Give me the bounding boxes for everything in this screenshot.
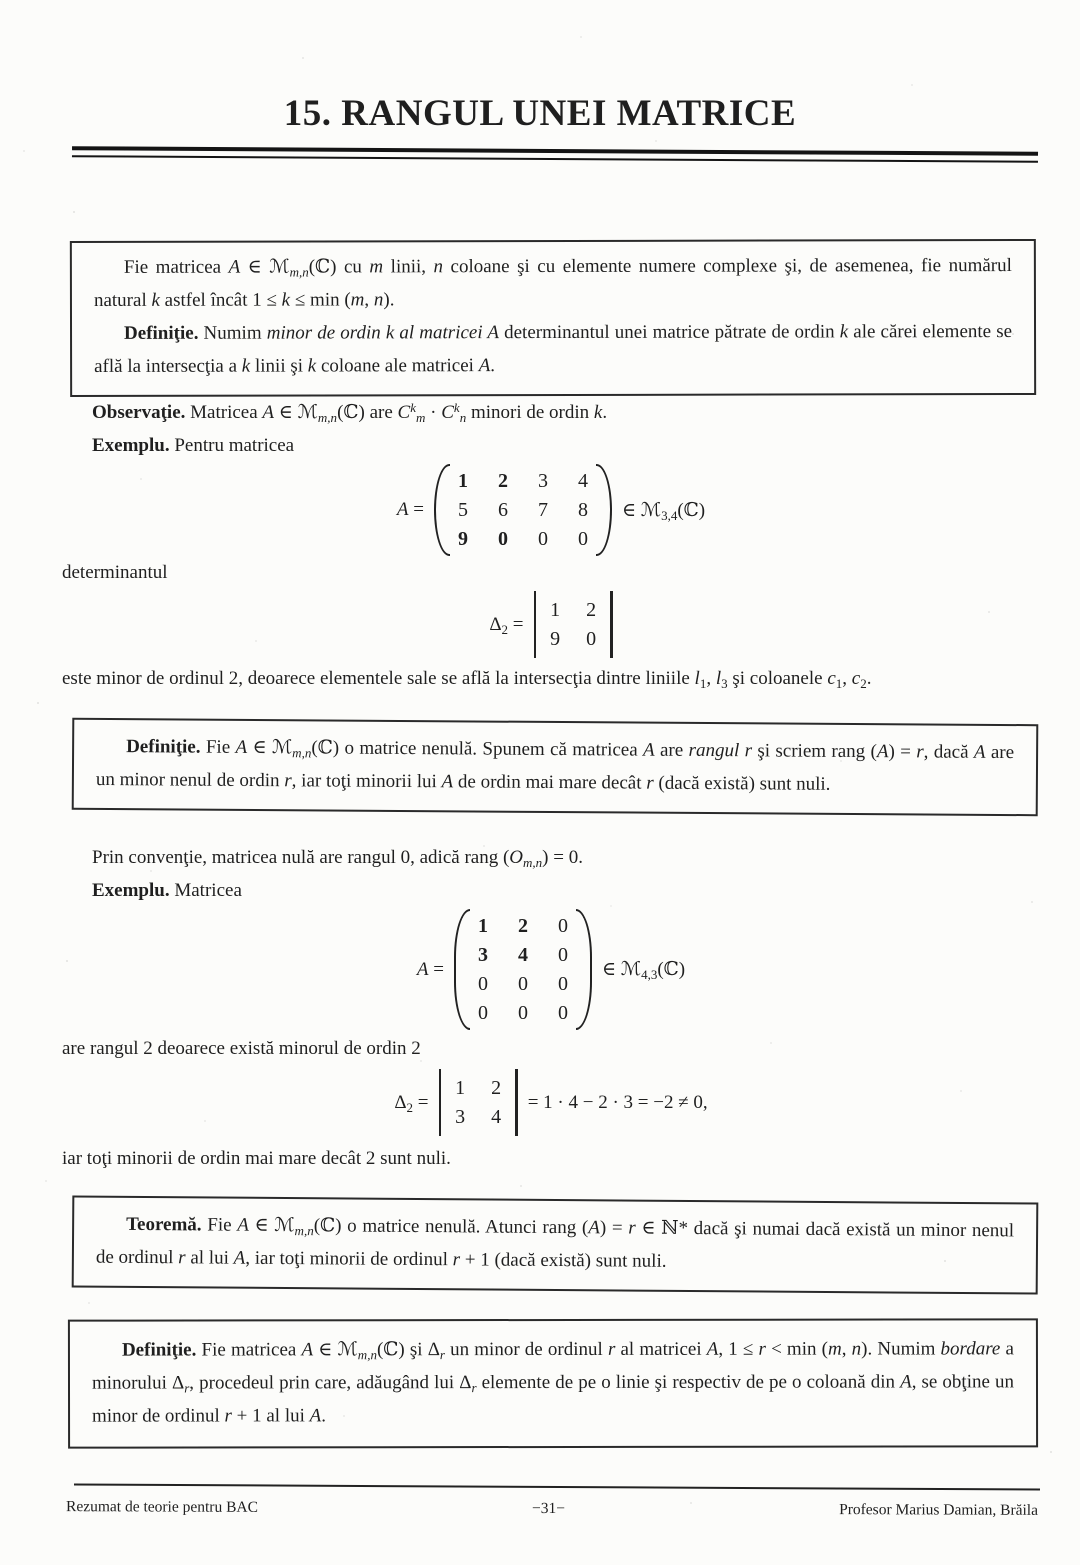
- determinant2-equation: [62, 1069, 1040, 1136]
- det-cell: 1: [550, 599, 561, 621]
- det-cell: 4: [491, 1106, 502, 1128]
- matrix-cell: 0: [557, 1002, 568, 1024]
- matrix-cell: 0: [577, 528, 588, 550]
- determinant2-result: = 1 · 4 − 2 · 3 = −2 ≠ 0,: [527, 1091, 708, 1113]
- matrix-cell: 8: [577, 499, 588, 521]
- matrix1-entries: [448, 464, 598, 556]
- matrix2-entries: [468, 909, 578, 1030]
- matrix2-equation: [62, 909, 1040, 1030]
- definition-minor-text: Definiţie. Numim minor de ordin k al matricei A determinantul unei matrice pătrate de ordin k ale cărei elemente se află la intersecţia a k linii şi k coloane ale matricei A.: [94, 321, 1013, 377]
- matrix-cell: 2: [517, 915, 528, 937]
- definition-bordare-text: Definiţie. Fie matricea A ∈ ℳ$_{m,n}$(ℂ) şi $\Delta_r$ un minor de ordinul r al matricei A, 1 ≤ r < min (m, n). Numim bordare a minorului $\Delta_r$, procedeul prin care, adăugând lui $\Delta_r$ elemente de pe o linie şi respectiv de pe o coloană din A, se obţine un minor de ordinul r + 1 al lui A.: [91, 1338, 1014, 1427]
- matrix-cell: 6: [497, 499, 508, 521]
- matrix-cell: 0: [557, 915, 568, 937]
- minor-note-text: este minor de ordinul 2, deoarece elementele sale se află la intersecţia dintre liniile $l_1$, $l_3$ şi coloanele $c_1$, $c_2$.: [62, 668, 872, 691]
- higher-minors-text: iar toţi minorii de ordin mai mare decât 2 sunt nuli.: [62, 1148, 451, 1169]
- matrix-cell: 0: [557, 973, 568, 995]
- det-cell: 3: [455, 1106, 466, 1128]
- matrix-cell: 0: [477, 1002, 488, 1024]
- matrix2-lhs: A =: [416, 958, 444, 980]
- close-paren-icon: [576, 909, 592, 1030]
- determinant2-entries: [441, 1069, 515, 1136]
- det-cell: 2: [491, 1077, 502, 1099]
- example2-lead: Exemplu. Matricea: [92, 880, 242, 901]
- page-title: 15. RANGUL UNEI MATRICE: [283, 93, 797, 134]
- matrix-cell: 0: [557, 944, 568, 966]
- matrix-cell: 4: [517, 944, 528, 966]
- det-cell: 0: [586, 628, 597, 650]
- page-footer: [66, 1498, 1038, 1520]
- footer-rule: [74, 1483, 1040, 1490]
- matrix-cell: 4: [577, 470, 588, 492]
- matrix1-membership: ∈ ℳ$_{3,4}$(ℂ): [621, 499, 706, 523]
- theorem-text: Teoremă. Fie A ∈ ℳ$_{m,n}$(ℂ) o matrice nenulă. Atunci rang (A) = r ∈ ℕ* dacă şi numai dacă există un minor nenul de ordinul r al lui A, iar toţi minorii de ordinul r + 1 (dacă există) sunt nuli.: [95, 1213, 1015, 1272]
- determinant1-lhs: $\Delta_2$ =: [489, 613, 524, 637]
- matrix-cell: 1: [477, 915, 488, 937]
- matrix-cell: 9: [457, 528, 468, 550]
- det-cell: 9: [550, 628, 561, 650]
- det-cell: 2: [586, 599, 597, 621]
- determinant1-equation: [62, 591, 1040, 658]
- matrix-cell: 7: [537, 499, 548, 521]
- footer-page-number: −31−: [532, 1499, 566, 1518]
- det-cell: 1: [455, 1077, 466, 1099]
- determinant-lead: determinantul: [62, 562, 168, 583]
- matrix1-lhs: A =: [396, 499, 424, 520]
- determinant1-entries: [536, 591, 610, 658]
- title-double-rule: [72, 146, 1038, 163]
- matrix-cell: 0: [517, 973, 528, 995]
- definition-rank-box: [72, 718, 1039, 816]
- matrix-cell: 3: [477, 944, 488, 966]
- matrix-cell: 5: [457, 499, 468, 521]
- convention-text: Prin convenţie, matricea nulă are rangul 0, adică rang $(O_{m,n}) = 0$.: [92, 847, 583, 870]
- matrix-cell: 0: [537, 528, 548, 550]
- close-paren-icon: [596, 464, 612, 556]
- definition-bordare-box: [68, 1318, 1038, 1448]
- matrix-cell: 3: [537, 470, 548, 492]
- paper-noise: [0, 0, 2, 2]
- matrix2-membership: ∈ ℳ$_{4,3}$(ℂ): [601, 959, 686, 982]
- matrix-cell: 0: [517, 1002, 528, 1024]
- matrix-cell: 2: [497, 470, 508, 492]
- example1-lead: Exemplu. Pentru matricea: [92, 435, 295, 456]
- matrix-cell: 1: [457, 470, 468, 492]
- matrix-cell: 0: [497, 528, 508, 550]
- observation-text: Observaţie. Matricea A ∈ ℳ$_{m,n}$(ℂ) are $C^k_m \cdot C^k_n$ minori de ordin k.: [92, 400, 608, 425]
- determinant2-lhs: $\Delta_2$ =: [394, 1091, 429, 1115]
- intro-setup-text: Fie matricea A ∈ ℳ$_{m,n}$(ℂ) cu m linii, n coloane şi cu elemente numere complexe şi, de asemenea, fie numărul natural k astfel încât 1 ≤ k ≤ min (m, n).: [93, 255, 1012, 311]
- determinant-bar-icon: [515, 1069, 518, 1136]
- definition-rank-text: Definiţie. Fie A ∈ ℳ$_{m,n}$(ℂ) o matrice nenulă. Spunem că matricea A are rangul r şi scriem rang (A) = r, dacă A are un minor nenul de ordin r, iar toţi minorii lui A de ordin mai mare decât r (dacă există) sunt nuli.: [95, 736, 1015, 795]
- definition-minor-box: [70, 239, 1036, 397]
- matrix1-equation: [62, 464, 1040, 556]
- footer-series-title: Rezumat de teorie pentru BAC: [65, 1498, 259, 1516]
- rank-result-text: are rangul 2 deoarece există minorul de ordin 2: [62, 1038, 421, 1059]
- theorem-box: [72, 1195, 1039, 1294]
- matrix-cell: 0: [477, 973, 488, 995]
- determinant-bar-icon: [610, 591, 613, 658]
- footer-author: Profesor Marius Damian, Brăila: [839, 1501, 1039, 1519]
